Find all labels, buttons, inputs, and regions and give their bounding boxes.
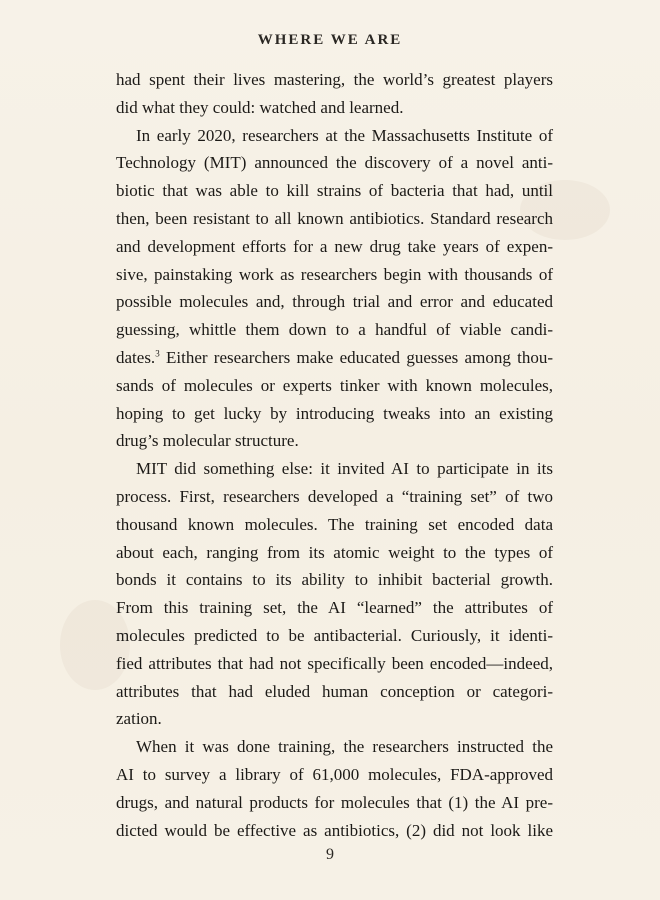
text-line: When it was done training, the researchers instructed the bbox=[136, 737, 553, 757]
text-line: hoping to get lucky by introducing tweaks into an existing bbox=[116, 403, 553, 423]
text-line: zation. bbox=[116, 709, 162, 729]
text-line: about each, ranging from its atomic weight to the types of bbox=[116, 542, 553, 562]
text-line: AI to survey a library of 61,000 molecules, FDA-approved bbox=[116, 764, 553, 784]
footnote-marker: 3 bbox=[155, 348, 160, 359]
text-fragment: dates. bbox=[116, 347, 156, 367]
text-line: bonds it contains to its ability to inhibit bacterial growth. bbox=[116, 570, 553, 590]
text-line: biotic that was able to kill strains of bacteria that had, until bbox=[116, 181, 553, 201]
text-fragment: Either researchers make educated guesses among thou- bbox=[165, 347, 554, 367]
text-line: process. First, researchers developed a “training set” of two bbox=[116, 486, 553, 506]
text-line: molecules predicted to be antibacterial. Curiously, it identi- bbox=[116, 625, 553, 645]
page-number: 9 bbox=[326, 846, 334, 863]
text-line: did what they could: watched and learned. bbox=[116, 97, 404, 117]
text-line: drug’s molecular structure. bbox=[116, 431, 299, 451]
text-line: dicted would be effective as antibiotics, (2) did not look like bbox=[116, 820, 553, 840]
text-line: then, been resistant to all known antibiotics. Standard research bbox=[116, 208, 553, 228]
text-line: Technology (MIT) announced the discovery of a novel anti- bbox=[116, 153, 553, 173]
text-line: drugs, and natural products for molecules that (1) the AI pre- bbox=[116, 792, 553, 812]
text-line: MIT did something else: it invited AI to participate in its bbox=[136, 459, 553, 479]
text-line: sands of molecules or experts tinker with known molecules, bbox=[116, 375, 553, 395]
text-line: guessing, whittle them down to a handful of viable candi- bbox=[116, 320, 553, 340]
text-line: In early 2020, researchers at the Massachusetts Institute of bbox=[136, 125, 553, 145]
text-line: attributes that had eluded human conception or categori- bbox=[116, 681, 553, 701]
text-line: fied attributes that had not specifically been encoded—indeed, bbox=[116, 653, 553, 673]
text-line: From this training set, the AI “learned” the attributes of bbox=[116, 598, 553, 618]
text-line: and development efforts for a new drug take years of expen- bbox=[116, 236, 553, 256]
text-line: had spent their lives mastering, the world’s greatest players bbox=[116, 70, 553, 89]
text-line-with-footnote bbox=[116, 344, 553, 372]
text-line: thousand known molecules. The training set encoded data bbox=[116, 514, 553, 534]
running-head: WHERE WE ARE bbox=[257, 32, 403, 48]
text-line: sive, painstaking work as researchers begin with thousands of bbox=[116, 264, 553, 284]
text-line: possible molecules and, through trial and error and educated bbox=[116, 292, 553, 312]
body-text bbox=[116, 66, 553, 844]
